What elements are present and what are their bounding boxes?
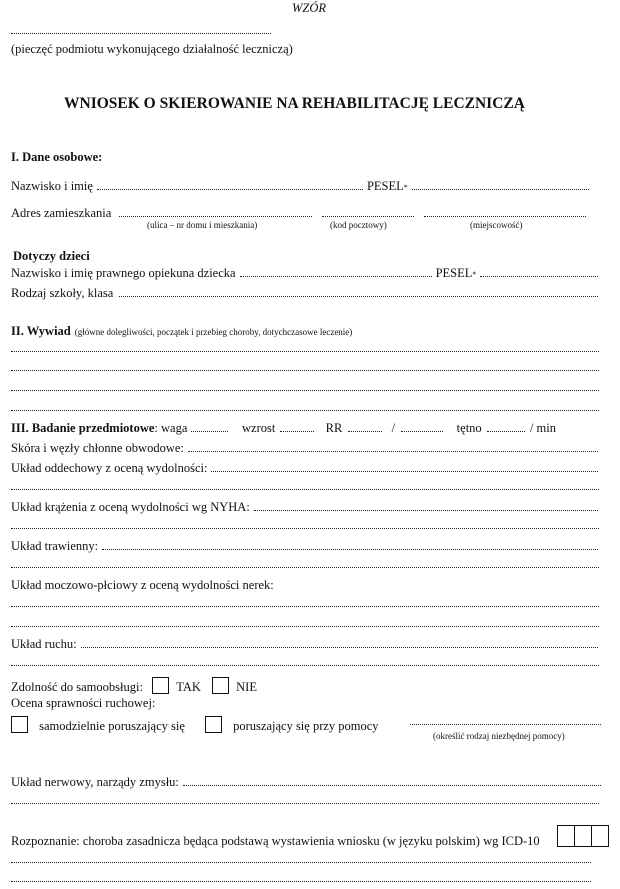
address-postal-field[interactable] [322,207,414,217]
exam-vitals-row [11,421,556,436]
guardian-pesel-footnote-mark: * [472,270,477,279]
icd10-box-1[interactable] [557,825,575,847]
skin-row [11,441,598,456]
rr-slash: / [391,421,396,435]
assisted-checkbox[interactable] [205,716,222,733]
section-2-hint: (główne dolegliwości, początek i przebieg choroby, dotychczasowe leczenie) [74,327,353,337]
guardian-label: Nazwisko i imię prawnego opiekuna dziecka [11,266,236,280]
digest-row [11,539,598,554]
selfcare-no-checkbox[interactable] [212,677,229,694]
assist-hint: (określić rodzaj niezbędnej pomocy) [433,731,565,741]
name-row [11,179,589,194]
section-1-heading: I. Dane osobowe: [11,150,103,164]
section-2-header [11,322,352,340]
guardian-pesel-field[interactable] [480,267,598,277]
selfcare-yes-checkbox[interactable] [152,677,169,694]
address-city-field[interactable] [424,207,586,217]
school-row [11,286,598,301]
mobility-label: Ocena sprawności ruchowej: [11,696,156,710]
pulse-label: tętno [456,421,482,435]
circ-line-2[interactable] [11,528,599,529]
address-street-field[interactable] [119,207,312,217]
guardian-row [11,266,598,281]
guardian-name-field[interactable] [240,267,432,277]
pesel-label: PESEL [366,179,404,193]
urin-label: Układ moczowo-płciowy z oceną wydolności nerek: [11,578,274,592]
history-line-2[interactable] [11,370,599,371]
self-moving-label: samodzielnie poruszający się [39,719,185,733]
diagnosis-label: Rozpoznanie: choroba zasadnicza będąca podstawą wystawienia wniosku (w języku polskim) wg ICD-10 [11,834,540,848]
nerve-label: Układ nerwowy, narządy zmysłu: [11,775,179,789]
address-label: Adres zamieszkania [11,206,112,220]
section-2-heading: II. Wywiad [11,324,71,338]
school-field[interactable] [119,287,598,297]
children-heading: Dotyczy dzieci [13,249,90,263]
resp-line-2[interactable] [11,489,599,490]
name-label: Nazwisko i imię [11,179,93,193]
address-row [11,206,586,221]
history-line-4[interactable] [11,410,599,411]
history-line-1[interactable] [11,351,599,352]
motor-row [11,637,598,652]
page-title: WNIOSEK O SKIEROWANIE NA REHABILITACJĘ LECZNICZĄ [64,95,525,112]
urin-line-2[interactable] [11,626,599,627]
icd10-code-boxes [557,825,609,847]
motor-line-2[interactable] [11,665,599,666]
digest-label: Układ trawienny: [11,539,99,553]
circ-field[interactable] [254,501,598,511]
pulse-unit: / min [529,421,556,435]
nerve-line-2[interactable] [11,803,599,804]
height-label: wzrost [242,421,276,435]
wzor-label: WZÓR [292,1,327,15]
stamp-line[interactable] [11,33,271,34]
assisted-row [205,716,379,734]
history-line-3[interactable] [11,390,599,391]
height-field[interactable] [280,422,313,432]
assisted-label: poruszający się przy pomocy [233,719,379,733]
name-field[interactable] [97,180,363,190]
mobility-row [11,716,185,734]
rr-label: RR [325,421,343,435]
nerve-field[interactable] [183,776,601,786]
diagnosis-line-2[interactable] [11,881,591,882]
section-3-heading: III. Badanie przedmiotowe [11,421,155,435]
address-hint-postal: (kod pocztowy) [330,220,387,230]
skin-field[interactable] [188,442,598,452]
icd10-box-2[interactable] [575,825,592,847]
weight-field[interactable] [191,422,228,432]
diagnosis-line-1[interactable] [11,862,591,863]
rr-systolic-field[interactable] [348,422,381,432]
digest-line-2[interactable] [11,567,599,568]
assist-type-field[interactable] [410,724,601,725]
selfcare-row [11,677,257,695]
selfcare-yes-label: TAK [176,680,201,694]
nerve-row [11,775,601,790]
address-hint-street: (ulica – nr domu i mieszkania) [147,220,258,230]
selfcare-label: Zdolność do samoobsługi: [11,680,143,694]
icd10-box-3[interactable] [592,825,609,847]
selfcare-no-label: NIE [236,680,257,694]
guardian-pesel-label: PESEL [435,266,473,280]
circ-label: Układ krążenia z oceną wydolności wg NYHA: [11,500,250,514]
resp-field[interactable] [211,462,598,472]
stamp-label: (pieczęć podmiotu wykonującego działalność leczniczą) [11,42,293,56]
circ-row [11,500,598,515]
skin-label: Skóra i węzły chłonne obwodowe: [11,441,184,455]
pesel-field[interactable] [412,180,589,190]
self-moving-checkbox[interactable] [11,716,28,733]
weight-label: : waga [154,421,188,435]
rr-diastolic-field[interactable] [401,422,443,432]
motor-label: Układ ruchu: [11,637,77,651]
school-label: Rodzaj szkoły, klasa [11,286,114,300]
digest-field[interactable] [102,540,598,550]
pesel-footnote-mark: * [403,183,408,192]
resp-label: Układ oddechowy z oceną wydolności: [11,461,208,475]
resp-row [11,461,598,476]
urin-line-1[interactable] [11,606,599,607]
pulse-field[interactable] [487,422,525,432]
motor-field[interactable] [81,638,598,648]
address-hint-city: (miejscowość) [470,220,523,230]
